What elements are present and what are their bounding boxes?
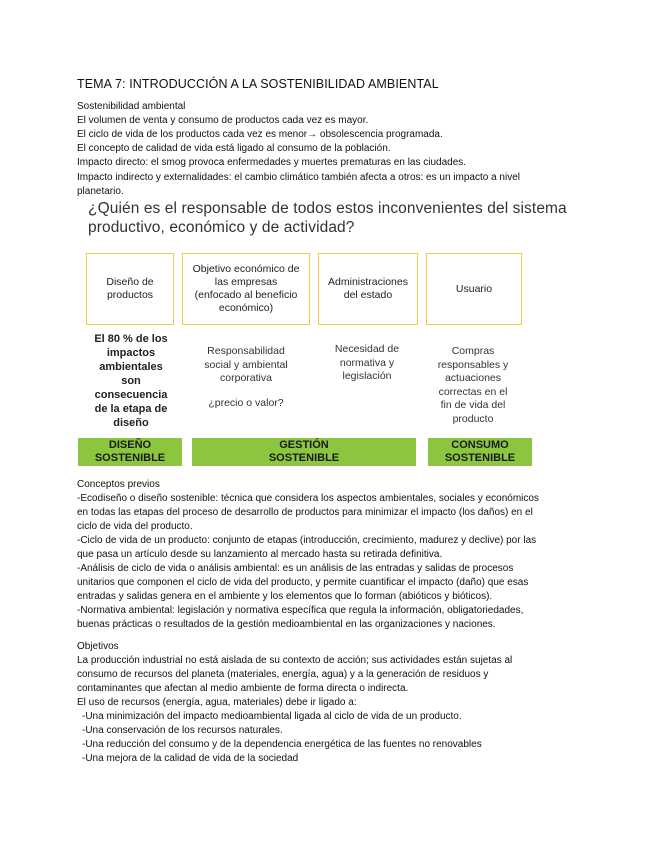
concepts-line: buenas prácticas o resultados de la gestión medioambiental en las organizaciones y naciones. — [77, 619, 496, 630]
box-line: económico) — [218, 302, 274, 314]
concepts-line: que pasa un artículo desde su lanzamiento al mercado hasta su retirada definitiva. — [77, 549, 443, 560]
intro-line: El volumen de venta y consumo de productos cada vez es mayor. — [77, 115, 369, 126]
box-line: Diseño de — [106, 276, 154, 288]
intro-line: Impacto directo: el smog provoca enfermedades y muertes prematuras en las ciudades. — [77, 157, 467, 168]
text-line: Necesidad de — [334, 343, 400, 355]
text-line: consecuencia — [94, 389, 168, 401]
concepts-line: -Análisis de ciclo de vida o análisis ambiental: es un análisis de las entradas y salidas de procesos — [77, 563, 514, 574]
box-line: Usuario — [455, 282, 493, 295]
text-line: actuaciones — [444, 372, 502, 384]
design-impact-text — [80, 332, 182, 430]
box-state-administration — [318, 253, 418, 325]
box-line: productos — [106, 289, 154, 301]
bar-line: SOSTENIBLE — [444, 452, 516, 464]
objectives-item: -Una reducción del consumo y de la dependencia energética de las fuentes no renovables — [82, 739, 482, 750]
page-title: TEMA 7: INTRODUCCIÓN A LA SOSTENIBILIDAD AMBIENTAL — [77, 77, 439, 91]
objectives-item: -Una minimización del impacto medioambiental ligada al ciclo de vida de un producto. — [82, 711, 462, 722]
box-business-goal — [182, 253, 310, 325]
bar-sustainable-design — [78, 438, 182, 466]
text-line: diseño — [113, 417, 149, 429]
objectives-line: consumo de recursos del planeta (materiales, energía, agua) y a la generación de residuos y — [77, 669, 489, 680]
bar-line: DISEÑO — [108, 439, 152, 451]
text-line: impactos — [106, 347, 156, 359]
intro-line: planetario. — [77, 186, 124, 197]
objectives-heading: Objetivos — [77, 641, 119, 652]
intro-line: Impacto indirecto y externalidades: el cambio climático también afecta a otros: es un impacto a nivel — [77, 172, 520, 183]
box-user — [426, 253, 522, 325]
objectives-line: contaminantes que afectan al medio ambiente de forma directa o indirecta. — [77, 683, 409, 694]
box-line: (enfocado al beneficio — [194, 289, 298, 301]
concepts-line: ciclo de vida del producto. — [77, 521, 193, 532]
concepts-line: unitarios que componen el ciclo de vida del producto, y permite cuantificar el impacto (daño) que esas — [77, 577, 529, 588]
intro-heading: Sostenibilidad ambiental — [77, 101, 186, 112]
objectives-line: El uso de recursos (energía, agua, materiales) debe ir ligado a: — [77, 697, 357, 708]
diagram-question-line-1: ¿Quién es el responsable de todos estos inconvenientes del sistema — [88, 200, 567, 217]
concepts-line: en todas las etapas del proceso de desarrollo de productos para minimizar el impacto (los daños) en el — [77, 507, 533, 518]
concepts-line: -Normativa ambiental: legislación y normativa específica que regula la información, obligatoriedades, — [77, 605, 524, 616]
objectives-item: -Una mejora de la calidad de vida de la sociedad — [82, 753, 299, 764]
objectives-line: La producción industrial no está aislada de su contexto de acción; sus actividades están sujetas al — [77, 655, 513, 666]
bar-sustainable-consumption — [428, 438, 532, 466]
business-responsibility-text — [186, 345, 306, 410]
concepts-line: -Ecodiseño o diseño sostenible: técnica que considera los aspectos ambientales, sociales y económicos — [77, 493, 539, 504]
text-line: responsables y — [437, 358, 509, 371]
legislation-need-text — [318, 343, 416, 384]
bar-sustainable-management — [192, 438, 416, 466]
box-line: del estado — [343, 289, 393, 301]
box-line: las empresas — [214, 276, 278, 288]
bar-line: SOSTENIBLE — [268, 452, 340, 464]
text-line: correctas en el — [438, 385, 508, 398]
bar-line: GESTIÓN — [279, 439, 329, 451]
text-line: legislación — [342, 370, 392, 382]
text-line: El 80 % de los — [94, 333, 168, 345]
box-line: Objetivo económico de — [192, 263, 300, 275]
text-line: Compras — [451, 345, 495, 357]
box-line: Administraciones — [328, 276, 408, 288]
text-line: ambientales — [99, 361, 163, 373]
text-line: de la etapa de — [94, 403, 168, 415]
objectives-item: -Una conservación de los recursos naturales. — [82, 725, 283, 736]
concepts-line: entradas y salidas genera en el ambiente y los elementos que lo forman (abióticos y bióticos). — [77, 591, 493, 602]
box-product-design — [86, 253, 174, 325]
text-line: corporativa — [220, 372, 272, 384]
text-line: son — [121, 375, 141, 387]
bar-line: SOSTENIBLE — [94, 452, 166, 464]
diagram-question-line-2: productivo, económico y de actividad? — [88, 219, 355, 236]
concepts-heading: Conceptos previos — [77, 479, 160, 490]
text-line: Responsabilidad — [207, 345, 285, 357]
intro-line: El ciclo de vida de los productos cada vez es menor→ obsolescencia programada. — [77, 129, 443, 140]
bar-line: CONSUMO — [451, 439, 509, 451]
concepts-line: -Ciclo de vida de un producto: conjunto de etapas (introducción, crecimiento, madurez y declive) por las — [77, 535, 537, 546]
text-line: ¿precio o valor? — [208, 396, 284, 409]
text-line: producto — [452, 412, 494, 425]
spacer — [186, 386, 306, 397]
intro-line: El concepto de calidad de vida está ligado al consumo de la población. — [77, 143, 391, 154]
text-line: normativa y — [339, 356, 395, 369]
text-line: fin de vida del — [440, 399, 506, 411]
responsible-consumption-text — [424, 345, 522, 426]
text-line: social y ambiental — [204, 358, 288, 371]
